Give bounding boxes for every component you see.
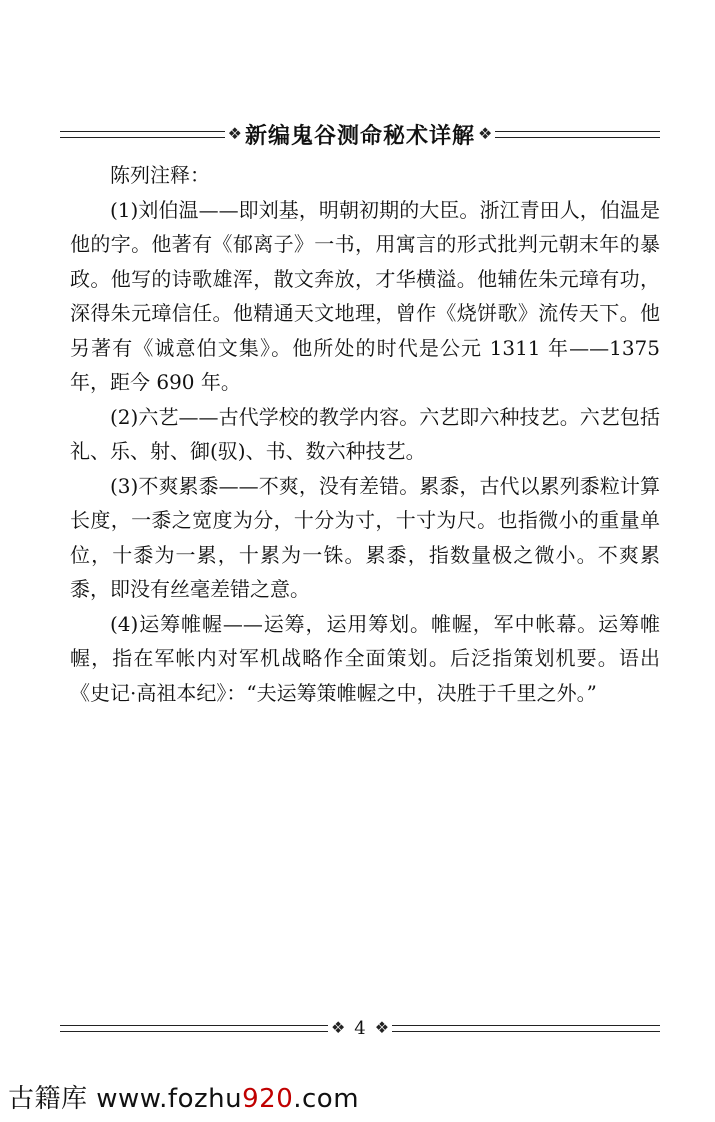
ornament-icon: ❖ — [330, 1018, 346, 1037]
note-4: (4)运筹帷幄——运筹，运用筹划。帷幄，军中帐幕。运筹帷幄，指在军帐内对军机战略作全面策划。后泛指策划机要。语出《史记·高祖本纪》：“夫运筹策帷幄之中，决胜于千里之外。” — [70, 611, 660, 705]
header-rule-right — [495, 131, 660, 138]
page-footer — [60, 1015, 660, 1041]
watermark-number: 920 — [242, 1084, 294, 1114]
page-body — [70, 158, 660, 710]
ornament-icon: ❖ — [227, 124, 242, 143]
site-watermark — [8, 1078, 359, 1115]
watermark-prefix: 古籍库 www.fozhu — [8, 1084, 243, 1114]
footer-rule-left — [60, 1025, 328, 1032]
header-rule-left — [60, 131, 225, 138]
section-label: 陈列注释： — [110, 163, 210, 187]
note-2: (2)六艺——古代学校的教学内容。六艺即六种技艺。六艺包括礼、乐、射、御(驭)、书、数六种技艺。 — [70, 404, 660, 463]
book-title: 新编鬼谷测命秘术详解 — [245, 123, 476, 149]
page-number: 4 — [354, 1017, 366, 1039]
ornament-icon: ❖ — [478, 124, 493, 143]
note-3: (3)不爽累黍——不爽，没有差错。累黍，古代以累列黍粒计算长度，一黍之宽度为分，十分为寸，十寸为尺。也指微小的重量单位，十黍为一累，十累为一铢。累黍，指数量极之微小。不爽累黍，即没有丝毫差错之意。 — [70, 473, 660, 601]
running-header — [60, 119, 660, 149]
ornament-icon: ❖ — [374, 1018, 390, 1037]
watermark-suffix: .com — [293, 1084, 360, 1114]
footer-rule-right — [392, 1025, 660, 1032]
note-1: (1)刘伯温——即刘基，明朝初期的大臣。浙江青田人，伯温是他的字。他著有《郁离子》一书，用寓言的形式批判元朝末年的暴政。他写的诗歌雄浑，散文奔放，才华横溢。他辅佐朱元璋有功，深得朱元璋信任。他精通天文地理，曾作《烧饼歌》流传天下。他另著有《诚意伯文集》。他所处的时代是公元 1311 年——1375 年，距今 690 年。 — [70, 197, 660, 394]
